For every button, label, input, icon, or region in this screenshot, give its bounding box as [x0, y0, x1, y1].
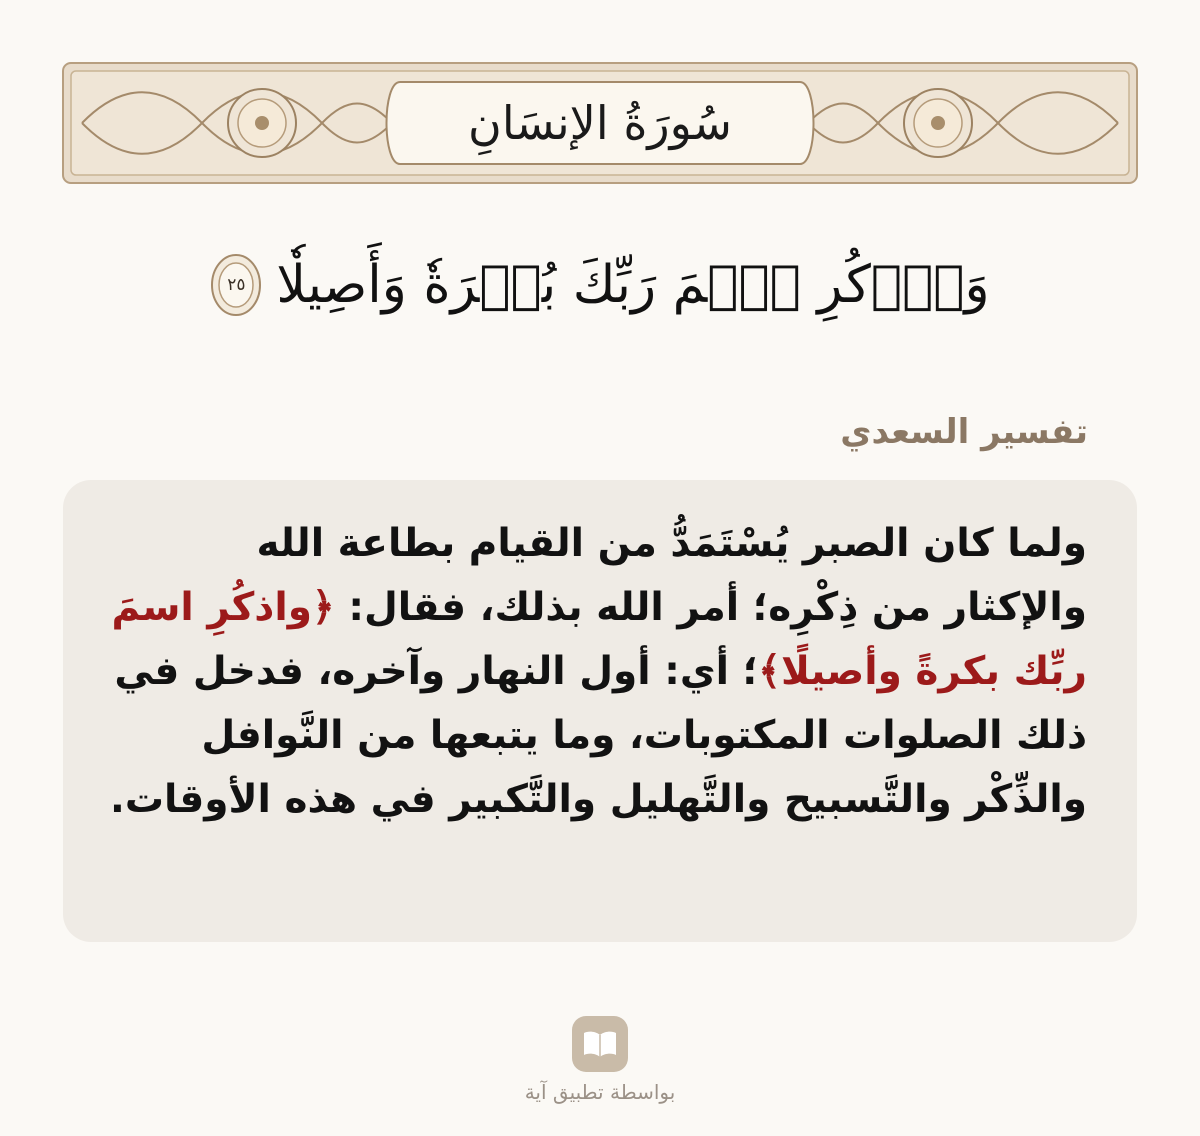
open-book-icon — [582, 1029, 618, 1059]
app-logo — [572, 1016, 628, 1072]
verse — [160, 230, 1040, 340]
ayah-marker — [210, 253, 262, 317]
app-credit: بواسطة تطبيق آية — [524, 1080, 676, 1104]
tafsir-title: تفسير السعدي — [840, 412, 1088, 452]
tafsir-text-before: ولما كان الصبر يُسْتَمَدُّ من القيام بطاعة الله والإكثار من ذِكْرِه؛ أمر الله بذلك، فقال: — [256, 521, 1087, 630]
surah-name: سُورَةُ الإنسَانِ — [468, 96, 732, 150]
surah-banner — [62, 62, 1138, 184]
tafsir-quote: ﴿واذكُرِ اسمَ ربِّك بكرةً وأصيلًا﴾ — [111, 585, 1087, 694]
verse-text: وَٱذۡكُرِ ٱسۡمَ رَبِّكَ بُكۡرَةٗ وَأَصِيلٗا — [276, 255, 990, 315]
tafsir-card — [63, 480, 1137, 942]
ayah-number: ٢٥ — [227, 275, 246, 295]
tafsir-text-after: ؛ أي: أول النهار وآخره، فدخل في ذلك الصلوات المكتوبات، وما يتبعها من النَّوافل والذِّكْر والتَّسبيح والتَّهليل والتَّكبير في هذه الأوقات. — [110, 649, 1087, 822]
tafsir-body — [107, 512, 1087, 832]
